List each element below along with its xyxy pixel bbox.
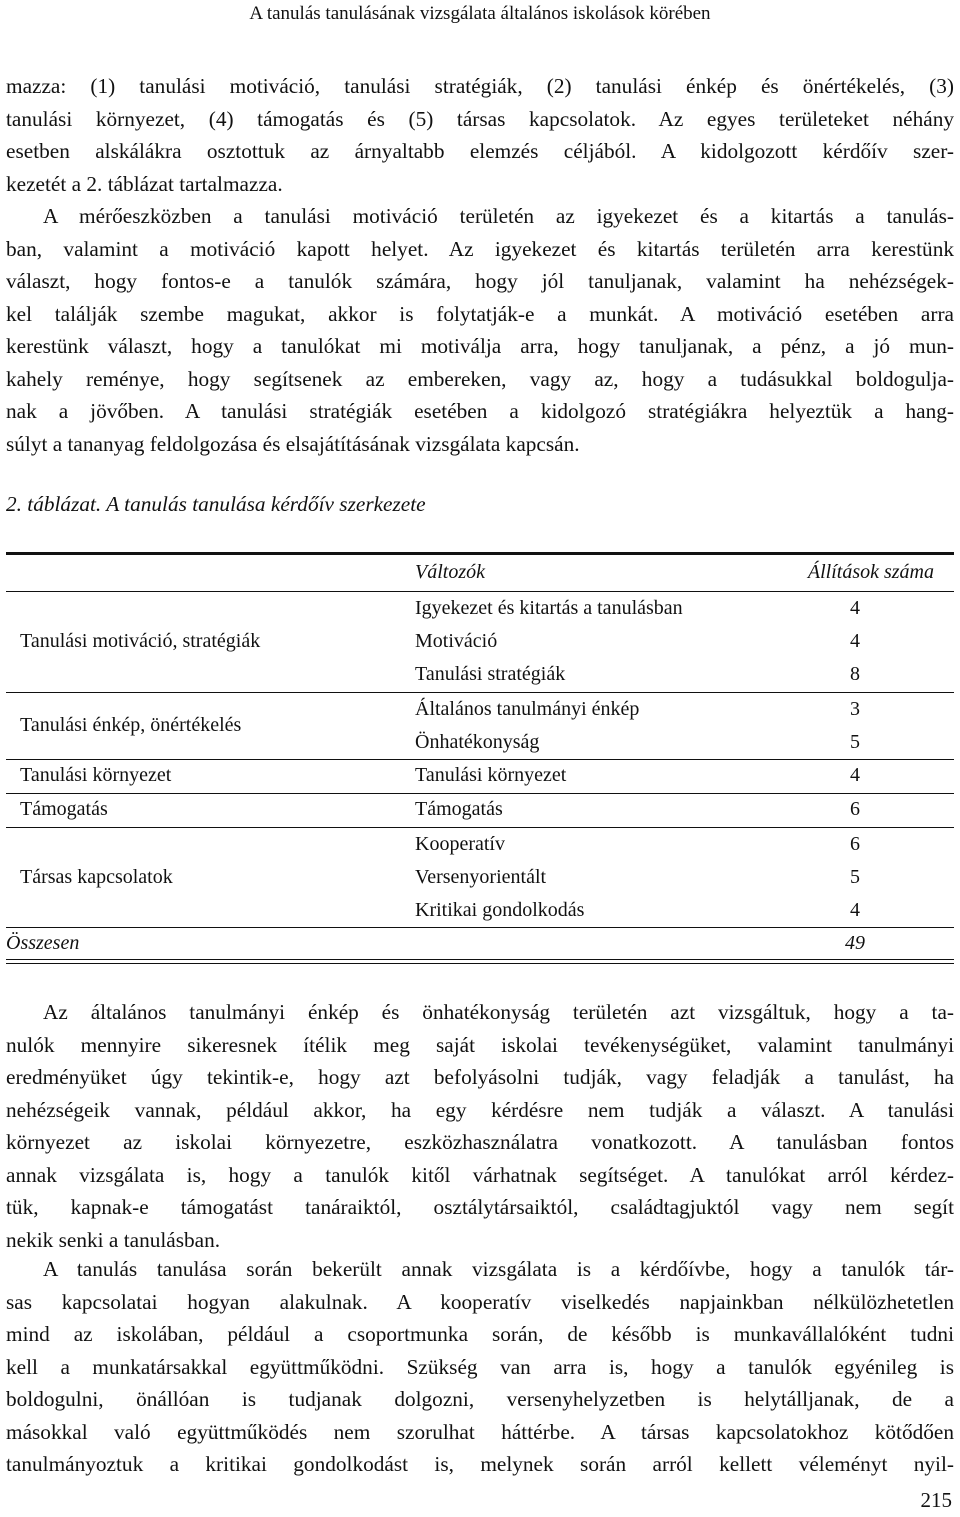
- text-line: választ, hogy fontos-e a tanulók számára, hogy jól tanuljanak, valamint ha nehézségek-: [6, 269, 954, 293]
- variable-label: Általános tanulmányi énkép: [415, 698, 640, 720]
- table-caption: [6, 488, 426, 520]
- area-label: Tanulási környezet: [20, 764, 172, 786]
- text-line: ban, valamint a motiváció kapott helyet. Az igyekezet és kitartás területén arra kerestünk: [6, 236, 954, 261]
- table-row-divider: [6, 927, 954, 928]
- text-line: nekik senki a tanulásban.: [6, 1227, 221, 1252]
- text-line: eredményüket úgy tekintik-e, hogy azt befolyásolni tudják, vagy feladják a tanulást, ha: [6, 1065, 954, 1089]
- variable-label: Tanulási környezet: [415, 764, 567, 786]
- paragraph-self-image: [6, 996, 954, 1256]
- item-count: 4: [850, 630, 860, 652]
- item-count: 6: [850, 798, 860, 820]
- text-line: környezet az iskolai környezetre, eszközhasználatra vonatkozott. A tanulásban fontos: [6, 1130, 954, 1154]
- text-line: súlyt a tananyag feldolgozása és elsajátításának vizsgálata kapcsán.: [6, 431, 580, 456]
- item-count: 8: [850, 663, 860, 685]
- text-line: A mérőeszközben a tanulási motiváció területén az igyekezet és a kitartás a tanulás-: [43, 204, 954, 228]
- item-count: 4: [850, 597, 860, 619]
- page-number: 215: [920, 1488, 952, 1512]
- text-line: nulók mennyire sikeresnek ítélik meg saját iskolai tevékenységüket, valamint tanulmányi: [6, 1032, 954, 1057]
- table-top-rule: [6, 552, 954, 555]
- area-label: Támogatás: [20, 798, 108, 820]
- total-label: Összesen: [6, 932, 80, 954]
- variable-label: Kritikai gondolkodás: [415, 899, 585, 921]
- text-line: tanulási környezet, (4) támogatás és (5) társas kapcsolatok. Az egyes területeket néhány: [6, 106, 954, 131]
- paragraph-motivation: [6, 200, 954, 460]
- variable-label: Tanulási stratégiák: [415, 663, 566, 685]
- area-label: Tanulási énkép, önértékelés: [20, 714, 242, 736]
- text-line: kerestünk választ, hogy a tanulókat mi motiválja arra, hogy tanuljanak, a pénz, a jó mun-: [6, 334, 954, 358]
- area-label: Társas kapcsolatok: [20, 866, 173, 888]
- text-line: A tanulás tanulása során bekerült annak vizsgálata is a kérdőívbe, hogy a tanulók tár-: [43, 1257, 954, 1281]
- table-bottom-rule: [6, 963, 954, 964]
- item-count: 4: [850, 899, 860, 921]
- running-header: A tanulás tanulásának vizsgálata általános iskolások körében: [249, 3, 711, 24]
- text-line: boldogulni, önállóan is tudjanak dolgozni, versenyhelyzetben is helytálljanak, de a: [6, 1387, 954, 1411]
- text-line: mazza: (1) tanulási motiváció, tanulási stratégiák, (2) tanulási énkép és önértékelés, (3): [6, 74, 954, 98]
- table-row-divider: [6, 793, 954, 794]
- table-row-divider: [6, 827, 954, 828]
- item-count: 6: [850, 833, 860, 855]
- text-line: kell a munkatársakkal együttműködni. Szükség van arra is, hogy a tanulók egyénileg is: [6, 1354, 954, 1379]
- table-header-rule: [6, 591, 954, 592]
- column-header-count: Állítások száma: [807, 561, 934, 583]
- item-count: 5: [850, 866, 860, 888]
- variable-label: Támogatás: [415, 798, 503, 820]
- text-line: kahely reménye, hogy segítsenek az embereken, vagy az, hogy a tudásukkal boldogulja-: [6, 366, 954, 391]
- paragraph-intro: [6, 70, 954, 200]
- paragraph-social: [6, 1253, 954, 1481]
- table-caption-title: A tanulás tanulása kérdőív szerkezete: [106, 492, 426, 516]
- variable-label: Motiváció: [415, 630, 498, 652]
- text-line: sas kapcsolatai hogyan alakulnak. A kooperatív viselkedés napjainkban nélkülözhetetlen: [6, 1289, 954, 1314]
- table-row-divider: [6, 692, 954, 693]
- table-bottom-rule: [6, 959, 954, 960]
- table-caption-label: 2. táblázat.: [6, 492, 102, 516]
- variable-label: Önhatékonyság: [415, 731, 540, 753]
- text-line: tanulmányoztuk a kritikai gondolkodást is, melynek során arról kellett véleményt nyil-: [6, 1452, 954, 1476]
- text-line: annak vizsgálata is, hogy a tanulók kitől várhatnak segítséget. A tanulókat arról kérdez-: [6, 1162, 954, 1187]
- table-row-divider: [6, 759, 954, 760]
- text-line: másokkal való együttműködés nem szorulhat háttérbe. A társas kapcsolatokhoz kötődően: [6, 1419, 954, 1444]
- text-line: kezetét a 2. táblázat tartalmazza.: [6, 171, 283, 196]
- variable-label: Kooperatív: [415, 833, 505, 855]
- text-line: mind az iskolában, például a csoportmunka során, de később is munkavállalóként tudni: [6, 1322, 954, 1346]
- variable-label: Igyekezet és kitartás a tanulásban: [415, 597, 683, 619]
- text-line: tük, kapnak-e támogatást tanáraiktól, osztálytársaiktól, családtagjuktól vagy nem segít: [6, 1195, 954, 1219]
- text-line: nehézségeik vannak, például akkor, ha egy kérdésre nem tudják a választ. A tanulási: [6, 1097, 954, 1122]
- item-count: 3: [850, 698, 860, 720]
- text-line: esetben alskálákra osztottuk az árnyaltabb elemzés céljából. A kidolgozott kérdőív szer-: [6, 139, 954, 163]
- column-header-variables: Változók: [415, 561, 485, 583]
- text-line: nak a jövőben. A tanulási stratégiák esetében a kidolgozó stratégiákra helyeztük a hang-: [6, 399, 954, 423]
- text-line: kel találják szembe magukat, akkor is folytatják-e a munkát. A motiváció esetében arra: [6, 301, 954, 326]
- area-label: Tanulási motiváció, stratégiák: [20, 630, 261, 652]
- text-line: Az általános tanulmányi énkép és önhatékonyság területén azt vizsgáltuk, hogy a ta-: [43, 1000, 954, 1024]
- total-value: 49: [845, 932, 865, 954]
- item-count: 4: [850, 764, 860, 786]
- variable-label: Versenyorientált: [415, 866, 547, 888]
- item-count: 5: [850, 731, 860, 753]
